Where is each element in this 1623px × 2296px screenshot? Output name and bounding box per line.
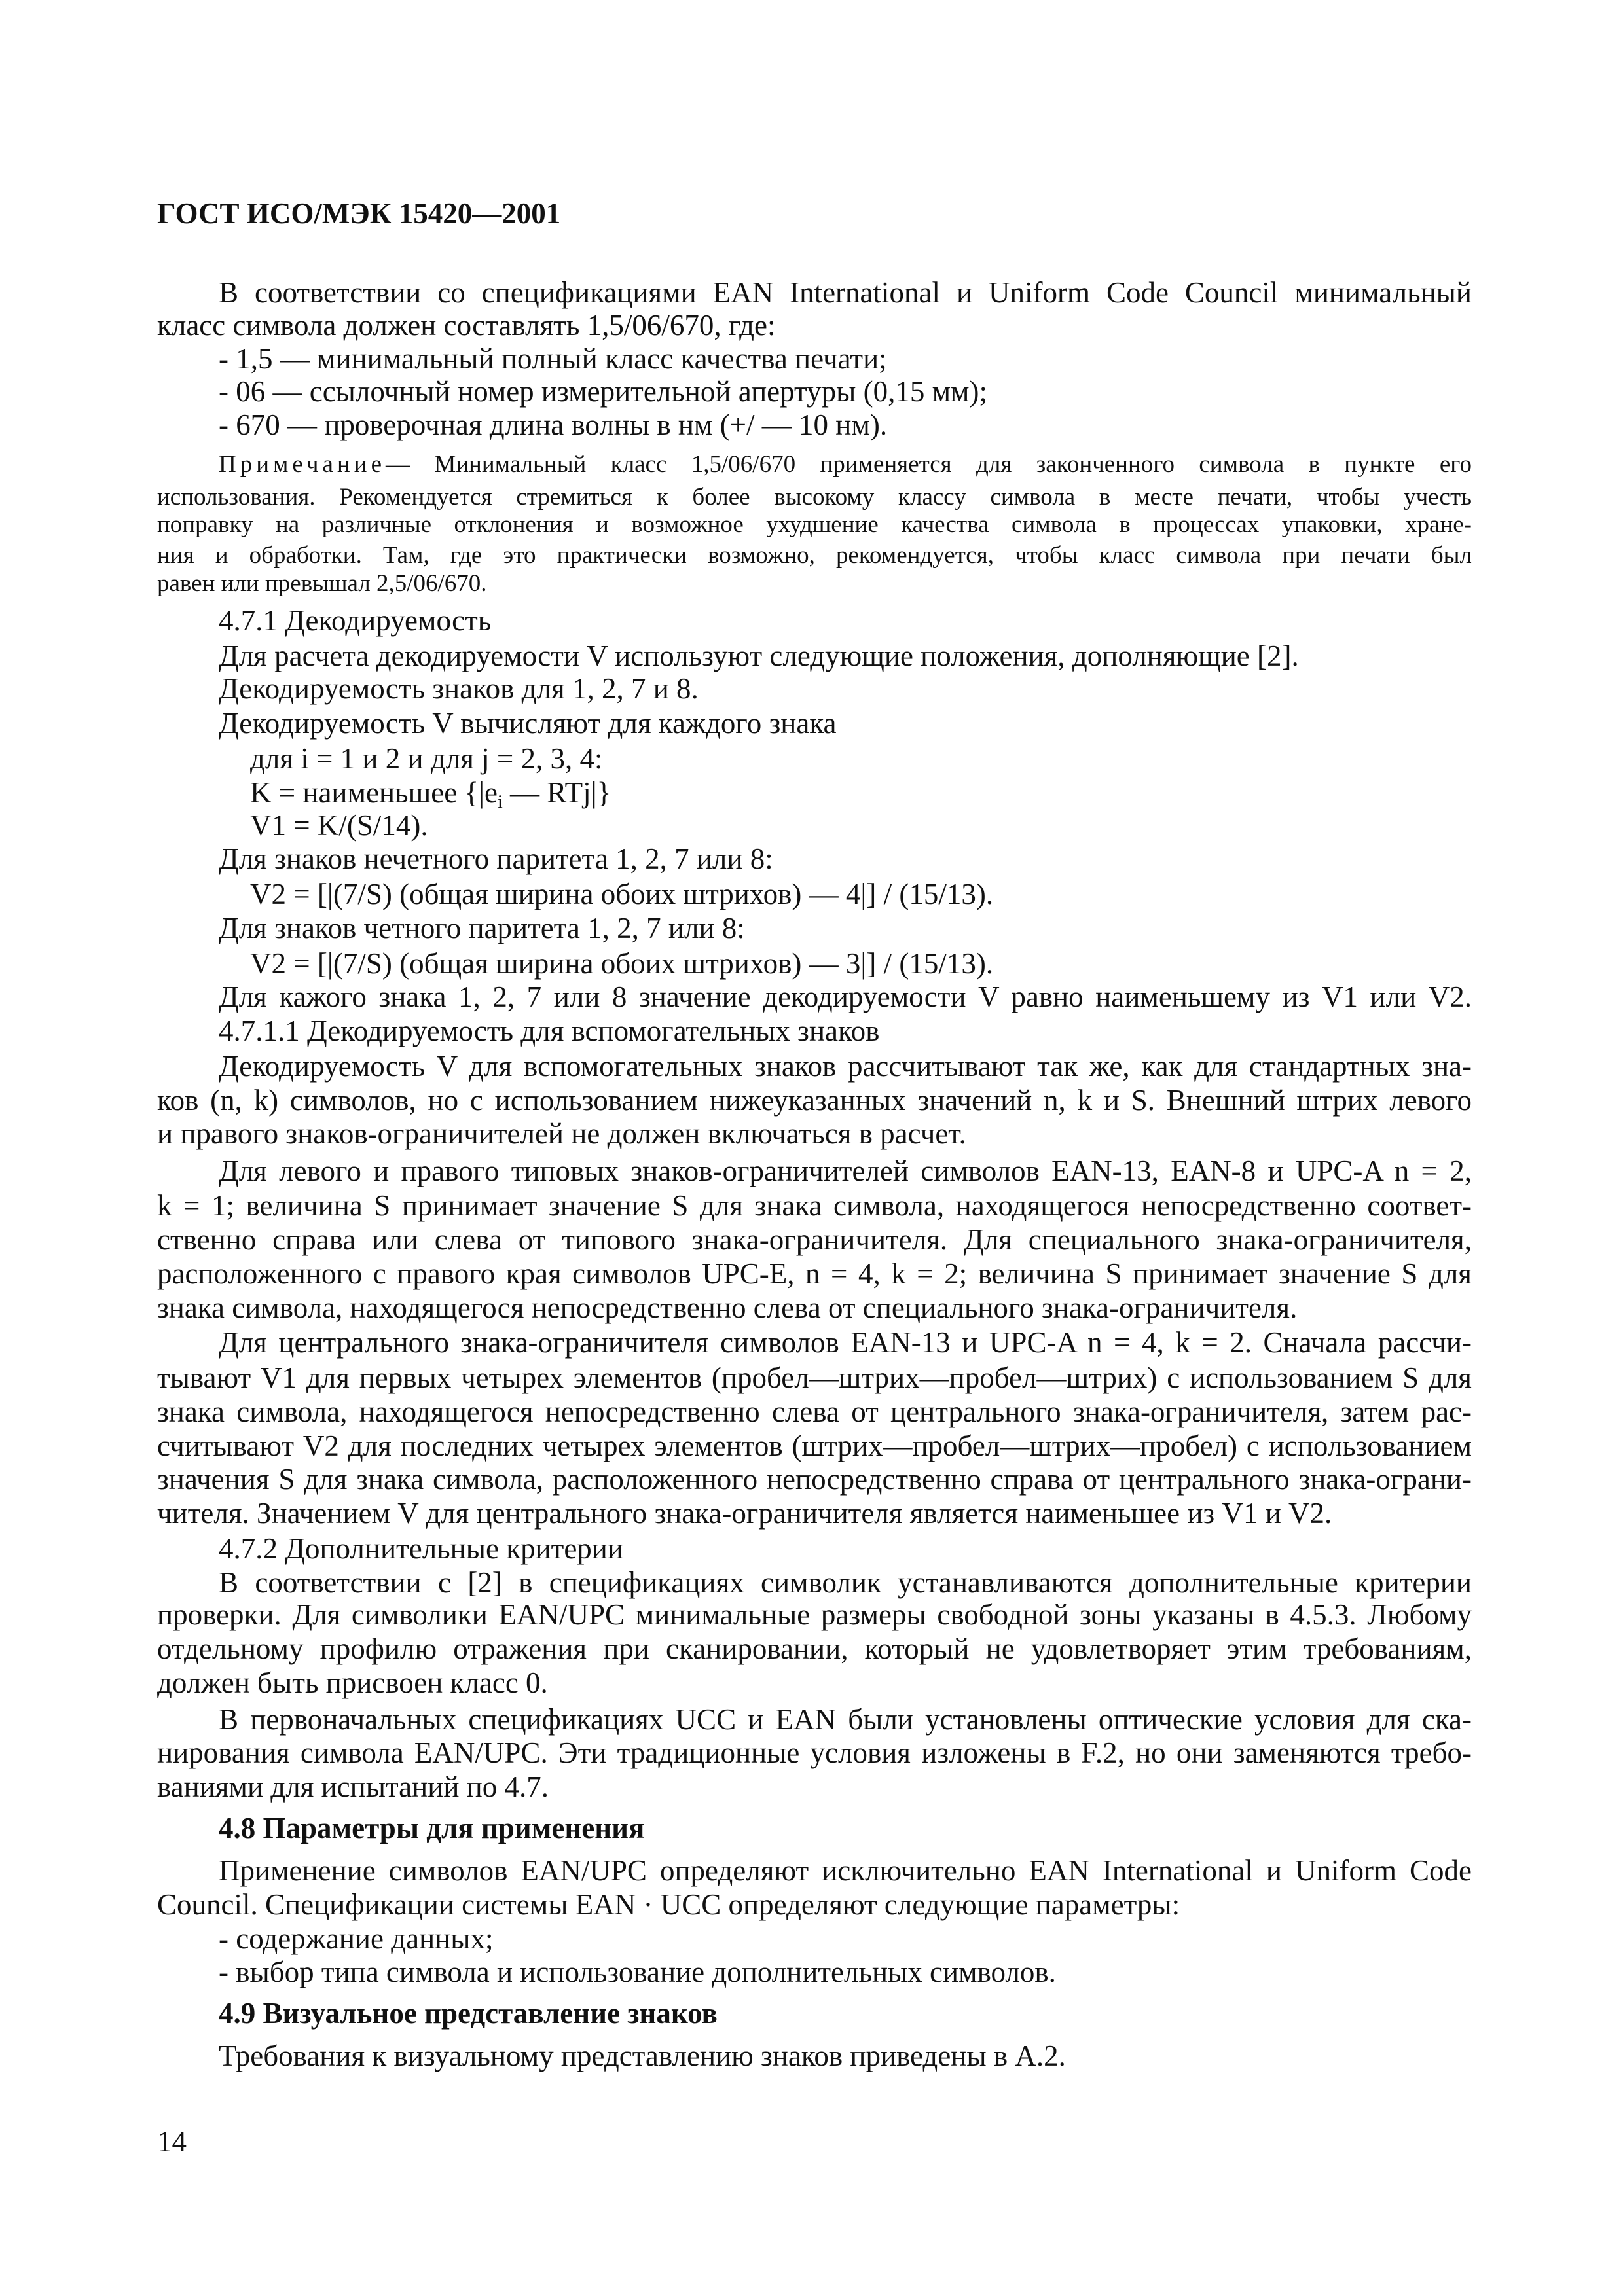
- text-line: расположенного с правого края символов UPC-E, n = 4, k = 2; величина S принимает значение S для: [157, 1257, 1472, 1290]
- text-line: ваниями для испытаний по 4.7.: [157, 1770, 549, 1803]
- text-line: считывают V2 для последних четырех элементов (штрих—пробел—штрих—пробел) с использованием: [157, 1429, 1472, 1462]
- text-line: тывают V1 для первых четырех элементов (пробел—штрих—пробел—штрих) с использованием S для: [157, 1361, 1472, 1394]
- text-line: Для знаков нечетного паритета 1, 2, 7 или 8:: [219, 842, 773, 875]
- text-line: Council. Спецификации системы EAN · UCC определяют следующие параметры:: [157, 1888, 1180, 1921]
- text-line: Для знаков четного паритета 1, 2, 7 или 8:: [219, 912, 745, 944]
- text-line: знака символа, находящегося непосредственно слева от центрального знака-ограничителя, затем рас-: [157, 1395, 1472, 1428]
- formula-line: V2 = [|(7/S) (общая ширина обоих штрихов) — 4|] / (15/13).: [250, 878, 994, 910]
- text-line: ков (n, k) символов, но с использованием нижеуказанных значений n, k и S. Внешний штрих левого: [157, 1084, 1472, 1117]
- text-line: k = 1; величина S принимает значение S для знака символа, находящегося непосредственно соответ-: [157, 1189, 1472, 1222]
- section-heading: 4.7.1.1 Декодируемость для вспомогательных знаков: [219, 1014, 880, 1047]
- text-line: Декодируемость V для вспомогательных знаков рассчитывают так же, как для стандартных зна-: [219, 1050, 1472, 1083]
- formula-line: V2 = [|(7/S) (общая ширина обоих штрихов) — 3|] / (15/13).: [250, 947, 994, 980]
- formula-line: V1 = K/(S/14).: [250, 809, 428, 842]
- list-item: - содержание данных;: [219, 1922, 494, 1955]
- section-heading: 4.8 Параметры для применения: [219, 1812, 645, 1844]
- text-line: должен быть присвоен класс 0.: [157, 1666, 548, 1699]
- text-line: В соответствии с [2] в спецификациях символик устанавливаются дополнительные критерии: [219, 1566, 1472, 1599]
- text-line: В первоначальных спецификациях UCC и EAN были установлены оптические условия для ска-: [219, 1703, 1472, 1736]
- text-line: ственно справа или слева от типового знака-ограничителя. Для специального знака-ограничителя,: [157, 1223, 1472, 1256]
- text-line: отдельному профилю отражения при сканировании, который не удовлетворяет этим требованиям,: [157, 1632, 1472, 1665]
- note-line: использования. Рекомендуется стремиться к более высокому классу символа в месте печати, чтобы учесть: [157, 484, 1472, 511]
- text-line: нирования символа EAN/UPC. Эти традиционные условия изложены в F.2, но они заменяются требо-: [157, 1736, 1472, 1769]
- section-heading: 4.9 Визуальное представление знаков: [219, 1997, 718, 2030]
- text-line: Декодируемость V вычисляют для каждого знака: [219, 707, 837, 740]
- list-item: - 1,5 — минимальный полный класс качества печати;: [219, 342, 887, 375]
- text-line: Для расчета декодируемости V используют следующие положения, дополняющие [2].: [219, 639, 1299, 672]
- note-line: поправку на различные отклонения и возможное ухудшение качества символа в процессах упаковки, хране-: [157, 511, 1472, 538]
- text-line: Для кажого знака 1, 2, 7 или 8 значение декодируемости V равно наименьшему из V1 или V2.: [219, 980, 1472, 1013]
- section-heading: 4.7.1 Декодируемость: [219, 604, 492, 637]
- text-line: Декодируемость знаков для 1, 2, 7 и 8.: [219, 672, 699, 705]
- page-header: ГОСТ ИСО/МЭК 15420—2001: [157, 197, 561, 230]
- list-item: - выбор типа символа и использование дополнительных символов.: [219, 1956, 1056, 1988]
- list-item: - 06 — ссылочный номер измерительной апертуры (0,15 мм);: [219, 375, 988, 408]
- text-line: класс символа должен составлять 1,5/06/670, где:: [157, 309, 776, 342]
- note-text: — Минимальный класс 1,5/06/670 применяется для законченного символа в пункте его: [386, 451, 1472, 478]
- text-line: В соответствии со спецификациями EAN International и Uniform Code Council минимальный: [219, 276, 1472, 309]
- text-line: Для левого и правого типовых знаков-ограничителей символов EAN-13, EAN-8 и UPC-A n = 2,: [219, 1155, 1472, 1187]
- text-line: знака символа, находящегося непосредственно слева от специального знака-ограничителя.: [157, 1291, 1298, 1324]
- formula-line: для i = 1 и 2 и для j = 2, 3, 4:: [250, 742, 603, 775]
- text-line: и правого знаков-ограничителей не должен включаться в расчет.: [157, 1117, 966, 1150]
- list-item: - 670 — проверочная длина волны в нм (+/ — 10 нм).: [219, 408, 888, 441]
- text-line: чителя. Значением V для центрального знака-ограничителя является наименьшее из V1 и V2.: [157, 1497, 1332, 1530]
- text-line: Требования к визуальному представлению знаков приведены в A.2.: [219, 2039, 1066, 2072]
- section-heading: 4.7.2 Дополнительные критерии: [219, 1532, 623, 1565]
- text-line: Для центрального знака-ограничителя символов EAN-13 и UPC-A n = 4, k = 2. Сначала рассчи-: [219, 1326, 1472, 1359]
- text-line: значения S для знака символа, расположенного непосредственно справа от центрального знака-ограни-: [157, 1463, 1472, 1496]
- note-line: равен или превышал 2,5/06/670.: [157, 570, 487, 597]
- note-line: ния и обработки. Там, где это практически возможно, рекомендуется, чтобы класс символа при печати был: [157, 542, 1472, 569]
- page-number: 14: [157, 2125, 187, 2158]
- formula-line: K = наименьшее {$|e_i$ — RTj|}: [250, 776, 611, 812]
- note-label: Примечание: [219, 451, 386, 478]
- text-line: проверки. Для символики EAN/UPC минимальные размеры свободной зоны указаны в 4.5.3. Любому: [157, 1598, 1472, 1631]
- note-line: [219, 450, 1472, 479]
- text-line: Применение символов EAN/UPC определяют исключительно EAN International и Uniform Code: [219, 1854, 1472, 1887]
